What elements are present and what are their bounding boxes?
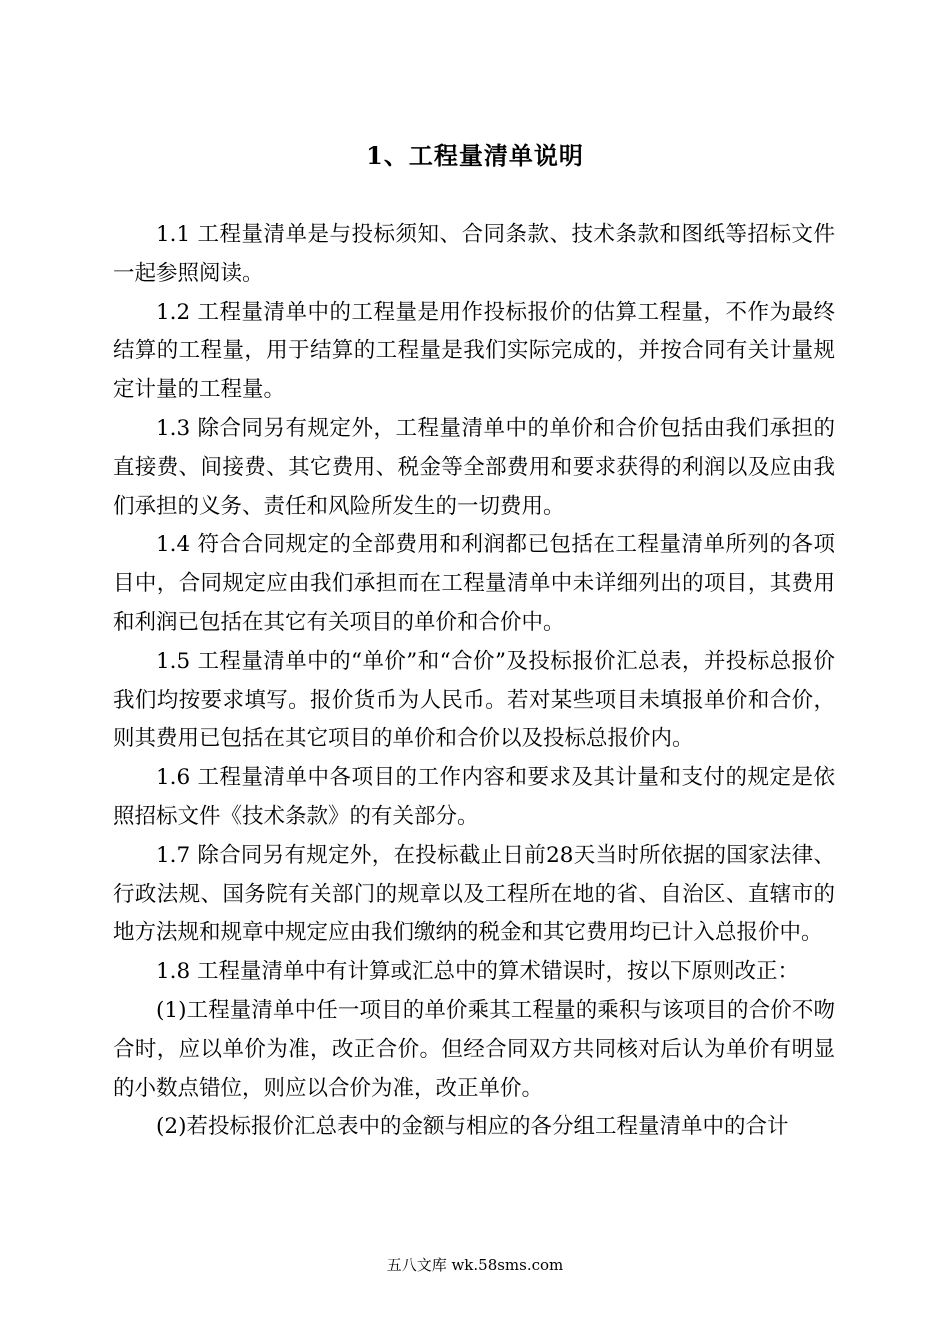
page-footer: 五八文库 wk.58sms.com bbox=[386, 1256, 564, 1274]
paragraph-1-2: 1.2 工程量清单中的工程量是用作投标报价的估算工程量，不作为最终结算的工程量，用于结算的工程量是我们实际完成的，并按合同有关计量规定计量的工程量。 bbox=[113, 299, 835, 403]
paragraph-rule-2: (2)若投标报价汇总表中的金额与相应的各分组工程量清单中的合计 bbox=[156, 1114, 789, 1140]
page-title: 1、工程量清单说明 bbox=[366, 141, 584, 170]
paragraph-1-5: 1.5 工程量清单中的“单价”和“合价”及投标报价汇总表，并投标总报价我们均按要求填写。报价货币为人民币。若对某些项目未填报单价和合价，则其费用已包括在其它项目的单价和合价以及投标总报价内。 bbox=[113, 648, 835, 752]
paragraph-1-7: 1.7 除合同另有规定外，在投标截止日前28天当时所依据的国家法律、行政法规、国务院有关部门的规章以及工程所在地的省、自治区、直辖市的地方法规和规章中规定应由我们缴纳的税金和其它费用均已计入总报价中。 bbox=[113, 842, 835, 946]
document-body bbox=[113, 216, 835, 1147]
paragraph-1-4: 1.4 符合合同规定的全部费用和利润都已包括在工程量清单所列的各项目中，合同规定应由我们承担而在工程量清单中未详细列出的项目，其费用和利润已包括在其它有关项目的单价和合价中。 bbox=[113, 532, 835, 635]
paragraph-1-3: 1.3 除合同另有规定外，工程量清单中的单价和合价包括由我们承担的直接费、间接费、其它费用、税金等全部费用和要求获得的利润以及应由我们承担的义务、责任和风险所发生的一切费用。 bbox=[113, 415, 835, 519]
paragraph-rule-1: (1)工程量清单中任一项目的单价乘其工程量的乘积与该项目的合价不吻合时，应以单价为准，改正合价。但经合同双方共同核对后认为单价有明显的小数点错位，则应以合价为准，改正单价。 bbox=[113, 997, 835, 1101]
paragraph-1-1: 1.1 工程量清单是与投标须知、合同条款、技术条款和图纸等招标文件一起参照阅读。 bbox=[113, 222, 835, 286]
paragraph-1-6: 1.6 工程量清单中各项目的工作内容和要求及其计量和支付的规定是依照招标文件《技术条款》的有关部分。 bbox=[113, 765, 835, 829]
paragraph-1-8: 1.8 工程量清单中有计算或汇总中的算术错误时，按以下原则改正： bbox=[156, 959, 800, 985]
